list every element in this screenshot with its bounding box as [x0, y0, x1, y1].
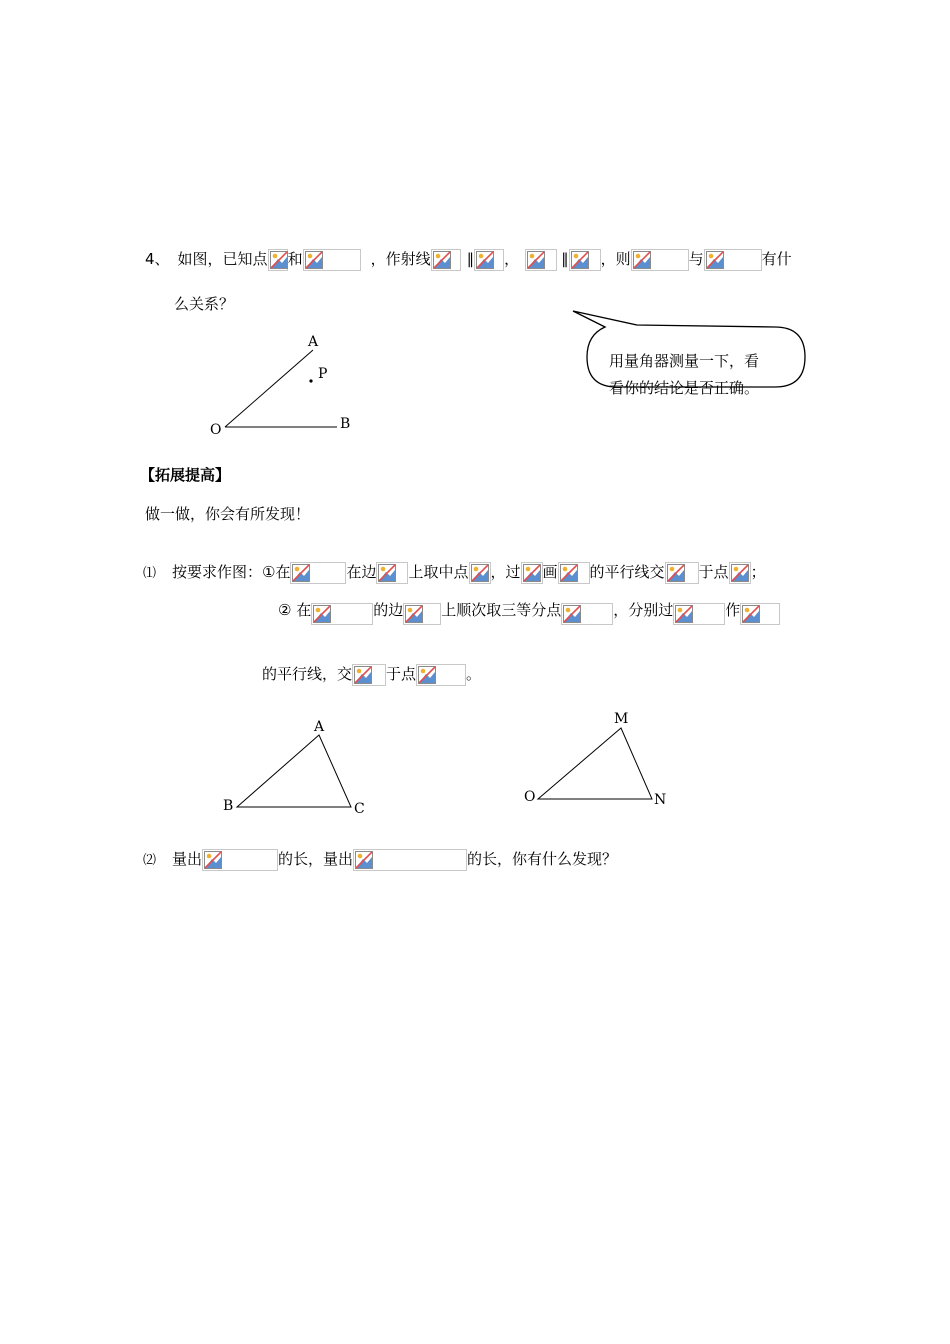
broken-image-icon [352, 664, 386, 686]
point-p [309, 379, 312, 382]
question-number: 4、 [145, 250, 170, 268]
broken-image-icon [416, 664, 466, 686]
broken-image-icon [268, 249, 288, 271]
figure-triangle-abc [225, 725, 365, 815]
label-o: O [524, 789, 536, 805]
broken-image-icon [569, 249, 601, 271]
label-p: P [318, 366, 328, 382]
part-1-line-1: ⑴ 按要求作图：①在 在边 上取中点 ，过 画 的平行线交 于点 ； [143, 560, 766, 586]
broken-image-icon [290, 562, 346, 584]
broken-image-icon [673, 603, 725, 625]
label-m: M [614, 711, 629, 727]
label-c: C [354, 801, 365, 817]
broken-image-icon [469, 562, 491, 584]
broken-image-icon [558, 562, 590, 584]
label-b: B [223, 798, 234, 814]
part-1-line-3: 的平行线，交 于点 。 [262, 662, 481, 686]
broken-image-icon [353, 849, 467, 871]
broken-image-icon [561, 603, 613, 625]
broken-image-icon [431, 249, 461, 271]
broken-image-icon [525, 249, 557, 271]
label-b: B [340, 416, 351, 432]
broken-image-icon [202, 849, 278, 871]
part-number: ⑴ [143, 566, 157, 581]
figure-triangle-mon [530, 720, 660, 810]
label-o: O [210, 422, 222, 438]
question-4-line-2: 么关系？ [174, 295, 235, 313]
question-4-line-1: 4、 如图，已知点 和 ，作射线 ∥ ， ∥ ，则 与 有什 [145, 247, 792, 271]
broken-image-icon [303, 249, 361, 271]
part-number: ⑵ [143, 853, 157, 868]
broken-image-icon [474, 249, 504, 271]
part-1-line-2: ② 在 的边 上顺次取三等分点 ，分别过 作 [278, 598, 780, 625]
broken-image-icon [704, 249, 762, 271]
broken-image-icon [665, 562, 699, 584]
label-a: A [314, 719, 325, 735]
broken-image-icon [631, 249, 689, 271]
label-n: N [654, 792, 667, 808]
broken-image-icon [740, 603, 780, 625]
callout-text: 用量角器测量一下，看 看你的结论是否正确。 [609, 352, 760, 397]
section-intro: 做一做，你会有所发现！ [145, 505, 311, 523]
broken-image-icon [729, 562, 751, 584]
part-2-line: ⑵ 量出 的长，量出 的长，你有什么发现？ [143, 847, 617, 873]
broken-image-icon [376, 562, 408, 584]
broken-image-icon [521, 562, 543, 584]
ray-oa [225, 350, 313, 427]
broken-image-icon [403, 603, 441, 625]
broken-image-icon [311, 603, 373, 625]
section-heading: 【拓展提高】 [140, 466, 231, 484]
label-a: A [308, 334, 319, 350]
